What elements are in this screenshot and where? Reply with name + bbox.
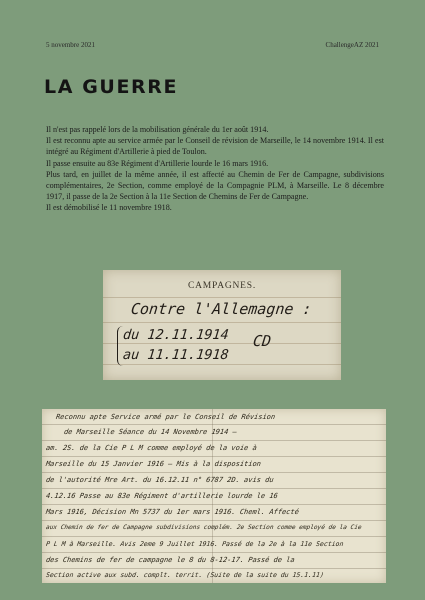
- registre-line: am. 2S. de la Cie P L M comme employé de la voie à: [45, 444, 258, 452]
- campagnes-mark: CD: [252, 332, 273, 350]
- header-date: 5 novembre 2021: [46, 41, 95, 49]
- campagnes-line: Contre l'Allemagne :: [130, 300, 313, 318]
- registre-line: Mars 1916, Décision Mn 5737 du 1er mars 1916. Cheml. Affecté: [45, 508, 300, 516]
- paragraph: Il est démobilisé le 11 novembre 1918.: [46, 203, 172, 213]
- registre-line: Marseille du 15 Janvier 1916 — Mis à la disposition: [45, 460, 262, 468]
- paragraph: Il passe ensuite au 83e Régiment d'Artillerie lourde le 16 mars 1916.: [46, 158, 269, 168]
- campagnes-heading: CAMPAGNES.: [187, 281, 257, 291]
- paragraph: Il n'est pas rappelé lors de la mobilisation générale du 1er août 1914.: [46, 125, 269, 134]
- campagnes-line: au 11.11.1918: [122, 347, 230, 363]
- registre-line: aux Chemin de fer de Campagne subdivisions complém. 2e Section comme employé de la Cie: [45, 524, 363, 531]
- registre-line: de l'autorité Mre Art. du 16.12.11 n° 6787 2D. avis du: [45, 476, 275, 484]
- registre-line: Reconnu apte Service armé par le Conseil de Révision: [55, 413, 276, 421]
- campagnes-document-image: [103, 270, 341, 380]
- body-text: [46, 124, 384, 214]
- campagnes-line: du 12.11.1914: [122, 327, 230, 343]
- registre-line: 4.12.16 Passe au 83e Régiment d'artillerie lourde le 16: [45, 492, 279, 500]
- registre-document-image: [42, 409, 386, 583]
- registre-line: Section active aux subd. complt. territ. (Suite de la suite du 15.1.11): [45, 571, 325, 579]
- paragraph: Plus tard, en juillet de la même année, il est affecté au Chemin de Fer de Campagne, subdivisions complémentaires, 2e Section, comme employé de la Compagnie PLM, à Marseille. Le 8 décembre 1917, il passe de la 2e Section à la 11e Section de Chemins de Fer de Campagne.: [46, 169, 384, 202]
- page-title: LA GUERRE: [44, 76, 179, 98]
- registre-line: des Chemins de fer de campagne le 8 du 8-12-17. Passé de la: [45, 556, 296, 564]
- header-series: ChallengeAZ 2021: [325, 41, 379, 49]
- paragraph: Il est reconnu apte au service armée par le Conseil de révision de Marseille, le 14 novembre 1914. Il est intégré au Régiment d'Artillerie à pied de Toulon.: [46, 136, 384, 157]
- registre-line: P L M à Marseille. Avis 2eme 9 Juillet 1916. Passé de la 2e à la 11e Section: [45, 540, 344, 548]
- registre-line: de Marseille Séance du 14 Novembre 1914 —: [63, 428, 238, 436]
